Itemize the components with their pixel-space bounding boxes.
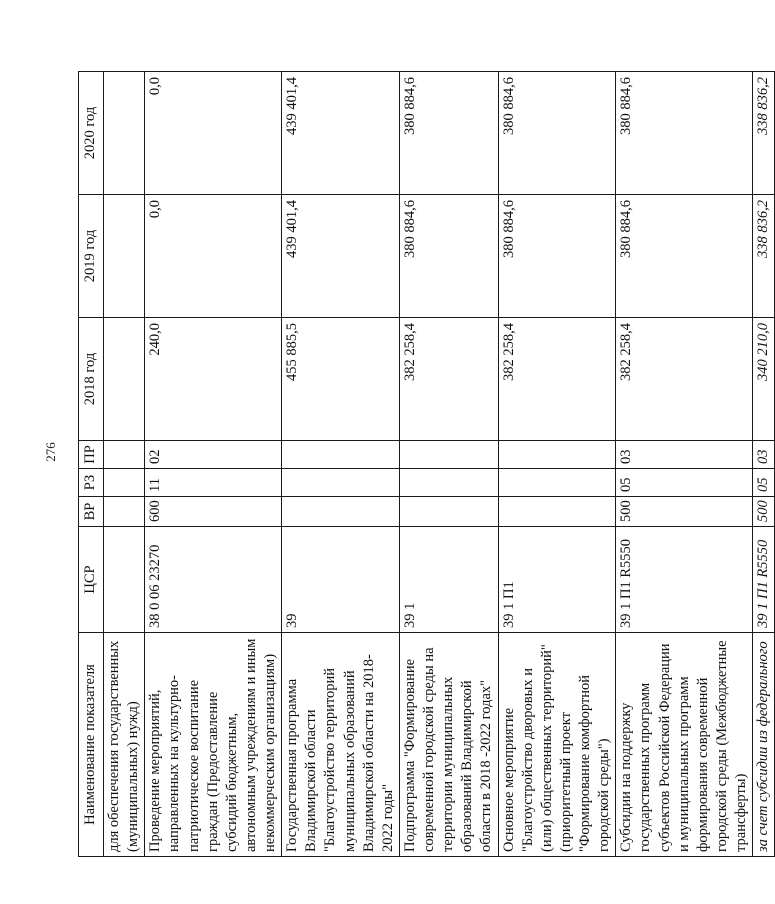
row-name: Государственная программа Владимирской области "Благоустройство территорий муниципальных образований Владимирской области на 2018-2022 годы" [282, 633, 400, 857]
header-pr: ПР [79, 441, 104, 469]
row-2020: 338 836,2 [753, 72, 775, 195]
table-row [616, 72, 753, 857]
row-rz: 05 [753, 469, 775, 497]
row-csr: 39 [282, 527, 400, 633]
row-vr: 600 [145, 497, 282, 527]
row-name: Субсидии на поддержку государственных программ субъектов Российской Федерации и муниципальных программ формирования современной городской среды (Межбюджетные трансферты) [616, 633, 753, 857]
row-2020 [104, 72, 145, 195]
row-vr [282, 497, 400, 527]
row-2019: 380 884,6 [498, 195, 616, 318]
row-vr [498, 497, 616, 527]
row-2020: 380 884,6 [399, 72, 498, 195]
row-2018: 340 210,0 [753, 318, 775, 441]
row-rz [282, 469, 400, 497]
row-rz: 11 [145, 469, 282, 497]
row-2019: 380 884,6 [399, 195, 498, 318]
row-2019: 380 884,6 [616, 195, 753, 318]
row-csr: 39 1 П1 R5550 [753, 527, 775, 633]
row-csr: 39 1 П1 [498, 527, 616, 633]
row-pr [282, 441, 400, 469]
row-name: Подпрограмма "Формирование современной городской среды на территории муниципальных образований Владимирской области в 2018 -2022 годах" [399, 633, 498, 857]
header-vr: ВР [79, 497, 104, 527]
row-pr: 02 [145, 441, 282, 469]
row-2019: 338 836,2 [753, 195, 775, 318]
row-2019: 439 401,4 [282, 195, 400, 318]
row-name: Проведение мероприятий, направленных на культурно-патриотическое воспитание граждан (Предоставление субсидий бюджетным, автономным учреждениям и иным некоммерческим организациям) [145, 633, 282, 857]
row-rz [498, 469, 616, 497]
header-csr: ЦСР [79, 527, 104, 633]
row-csr: 39 1 П1 R5550 [616, 527, 753, 633]
row-2020: 439 401,4 [282, 72, 400, 195]
header-2019: 2019 год [79, 195, 104, 318]
header-name: Наименование показателя [79, 633, 104, 857]
row-rz: 05 [616, 469, 753, 497]
row-2018: 382 258,4 [399, 318, 498, 441]
table-row [282, 72, 400, 857]
row-vr [399, 497, 498, 527]
row-2018: 382 258,4 [498, 318, 616, 441]
row-name: за счет субсидии из федерального [753, 633, 775, 857]
row-2020: 380 884,6 [616, 72, 753, 195]
row-vr [104, 497, 145, 527]
page-number: 276 [43, 442, 58, 462]
row-pr: 03 [753, 441, 775, 469]
header-2018: 2018 год [79, 318, 104, 441]
row-vr: 500 [616, 497, 753, 527]
row-2018: 240,0 [145, 318, 282, 441]
row-name: Основное мероприятие "Благоустройство дворовых и (или) общественных территорий" (приоритетный проект "Формирование комфортной городской среды") [498, 633, 616, 857]
row-csr: 39 1 [399, 527, 498, 633]
row-name: для обеспечения государственных (муниципальных) нужд) [104, 633, 145, 857]
table-row [753, 72, 775, 857]
budget-table [78, 71, 775, 857]
budget-table-container [78, 72, 772, 857]
header-2020: 2020 год [79, 72, 104, 195]
row-2020: 0,0 [145, 72, 282, 195]
row-pr [399, 441, 498, 469]
row-rz [104, 469, 145, 497]
table-row [104, 72, 145, 857]
header-rz: РЗ [79, 469, 104, 497]
row-2018: 455 885,5 [282, 318, 400, 441]
row-2018: 382 258,4 [616, 318, 753, 441]
row-csr: 38 0 06 23270 [145, 527, 282, 633]
row-2020: 380 884,6 [498, 72, 616, 195]
row-2018 [104, 318, 145, 441]
row-pr [498, 441, 616, 469]
row-pr: 03 [616, 441, 753, 469]
row-vr: 500 [753, 497, 775, 527]
row-csr [104, 527, 145, 633]
table-header-row [79, 72, 104, 857]
row-2019: 0,0 [145, 195, 282, 318]
table-row [498, 72, 616, 857]
row-pr [104, 441, 145, 469]
row-rz [399, 469, 498, 497]
row-2019 [104, 195, 145, 318]
table-row [145, 72, 282, 857]
table-row [399, 72, 498, 857]
